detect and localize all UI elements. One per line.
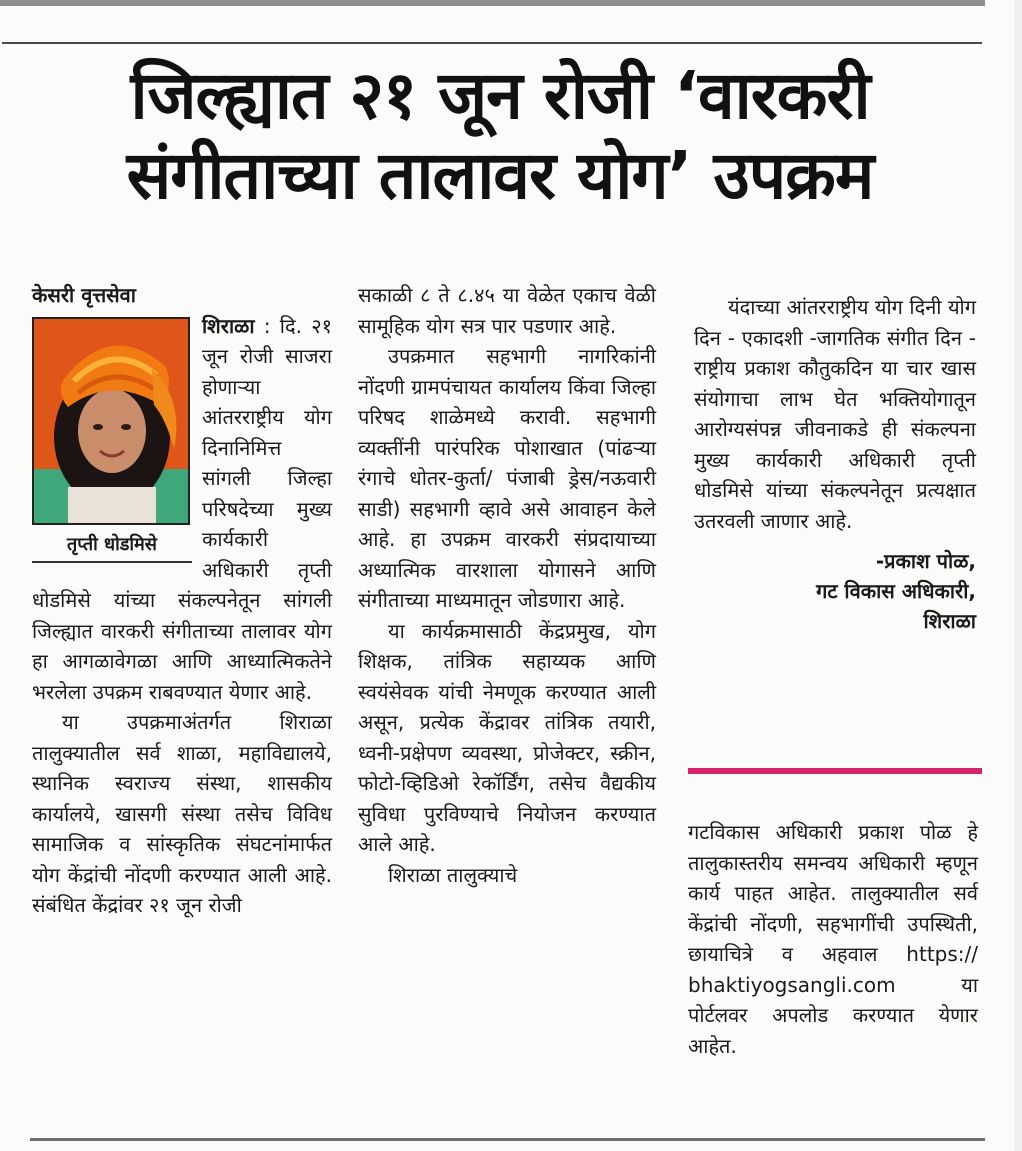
col1-para-1: दि. २१ जून रोजी साजरा होणाऱ्या आंतरराष्ट्रीय योग दिनानिमित्त सांगली जिल्हा परिषदेच्या मुख्य कार्यकारी अधिकारी तृप्ती धोडमिसे यांच्या संकल्पनेतून सांगली जिल्ह्यात वारकरी संगीताच्या तालावर योग हा आगळावेगळा आणि आध्यात्मिकतेने भरलेला उपक्रम राबवण्यात येणार आहे. bbox=[32, 313, 332, 704]
header-rule bbox=[2, 42, 982, 44]
page-edge bbox=[1014, 0, 1022, 1151]
col2-para-2: उपक्रमात सहभागी नागरिकांनी नोंदणी ग्रामपंचायत कार्यालय किंवा जिल्हा परिषद शाळेमध्ये करावी. सहभागी व्यक्तींनी पारंपरिक पोशाखात (पांढऱ्या रंगाचे धोतर-कुर्ता/ पंजाबी ड्रेस/नऊवारी साडी) सहभागी व्हावे असे आवाहन केले आहे. हा उपक्रम वारकरी संप्रदायाच्या अध्यात्मिक वारशाला योगासने आणि संगीताच्या माध्यमातून जोडणारा आहे. bbox=[358, 344, 656, 612]
signature-name: -प्रकाश पोळ, bbox=[875, 549, 976, 573]
signature-title: गट विकास अधिकारी, bbox=[816, 579, 976, 603]
article-column-2 bbox=[358, 280, 656, 890]
headline-line-2: संगीताच्या तालावर योग’ उपक्रम bbox=[126, 137, 874, 214]
signature-place: शिराळा bbox=[923, 609, 976, 633]
quote-text: यंदाच्या आंतरराष्ट्रीय योग दिनी योग दिन - एकादशी -जागतिक संगीत दिन - राष्ट्रीय प्रकाश कौतुकदिन या चार खास संयोगाचा लाभ घेत भक्तियोगातून आरोग्यसंपन्न जीवनाकडे ही संकल्पना मुख्य कार्यकारी अधिकारी तृप्ती धोडमिसे यांच्या संकल्पनेतून प्रत्यक्षात उतरवली जाणार आहे. bbox=[694, 295, 976, 533]
col2-para-4: शिराळा तालुक्याचे bbox=[388, 862, 518, 887]
col2-para-3: या कार्यक्रमासाठी केंद्रप्रमुख, योग शिक्षक, तांत्रिक सहाय्यक आणि स्वयंसेवक यांची नेमणूक करण्यात आली असून, प्रत्येक केंद्रावर तांत्रिक तयारी, ध्वनी-प्रक्षेपण व्यवस्था, प्रोजेक्टर, स्क्रीन, फोटो-व्हिडिओ रेकॉर्डिंग, तसेच वैद्यकीय सुविधा पुरविण्याचे नियोजन करण्यात आले आहे. bbox=[358, 618, 656, 856]
photo-caption: तृप्ती धोडमिसे bbox=[32, 531, 192, 563]
footer-rule bbox=[30, 1138, 985, 1141]
photo-block bbox=[32, 317, 192, 563]
article-column-1: केसरी वृत्तसेवा तृप्ती धोडमिसे शिराळा : दि. २१ जून रोजी साजरा होणाऱ्या आंतरराष्ट्रीय योग दिनानिमित्त सांगली जिल्हा परिषदेच्या मुख्य कार्यकारी अधिकारी तृप्ती धोडमिसे यांच्या संकल्पनेतून सांगली जिल्ह्यात वारकरी संगीताच्या तालावर योग हा आगळावेगळा आणि आध्यात्मिकतेने भरलेला उपक्रम राबवण्यात येणार आहे. या उपक्रमाअंतर्गत शिराळा तालुक्यातील सर्व शाळा, महाविद्यालये, स्थानिक स्वराज्य संस्था, शासकीय कार्यालये, खासगी संस्था तसेच विविध सामाजिक व सांस्कृतिक संघटनांमार्फत योग केंद्रांची नोंदणी करण्यात आली आहे. संबंधित केंद्रांवर २१ जून रोजी bbox=[32, 280, 332, 921]
news-agency: केसरी वृत्तसेवा bbox=[32, 283, 136, 307]
col1-para-2: या उपक्रमाअंतर्गत शिराळा तालुक्यातील सर्व शाळा, महाविद्यालये, स्थानिक स्वराज्य संस्था, शासकीय कार्यालये, खासगी संस्था तसेच विविध सामाजिक व सांस्कृतिक संघटनांमार्फत योग केंद्रांची नोंदणी करण्यात आली आहे. संबंधित केंद्रांवर २१ जून रोजी bbox=[32, 710, 332, 917]
accent-divider bbox=[688, 768, 982, 774]
headline-line-1: जिल्ह्यात २१ जून रोजी ‘वारकरी bbox=[130, 57, 870, 134]
article-column-3 bbox=[688, 817, 978, 1061]
portrait-photo bbox=[32, 317, 190, 525]
headline bbox=[18, 56, 982, 216]
dateline-place: शिराळा bbox=[202, 313, 255, 338]
col2-para-1: सकाळी ८ ते ८.४५ या वेळेत एकाच वेळी सामूहिक योग सत्र पार पडणार आहे. bbox=[358, 283, 656, 338]
top-border bbox=[0, 0, 985, 6]
col3-para-1: गटविकास अधिकारी प्रकाश पोळ हे तालुकास्तरीय समन्वय अधिकारी म्हणून कार्य पाहत आहेत. तालुक्यातील सर्व केंद्रांची नोंदणी, सहभागींची उपस्थिती, छायाचित्रे व अहवाल https:// bhaktiyogsangli.com या पोर्टलवर अपलोड करण्यात येणार आहेत. bbox=[688, 820, 978, 1058]
portrait-illustration bbox=[34, 319, 188, 523]
quote-signature bbox=[694, 546, 976, 636]
quote-box bbox=[694, 292, 976, 636]
